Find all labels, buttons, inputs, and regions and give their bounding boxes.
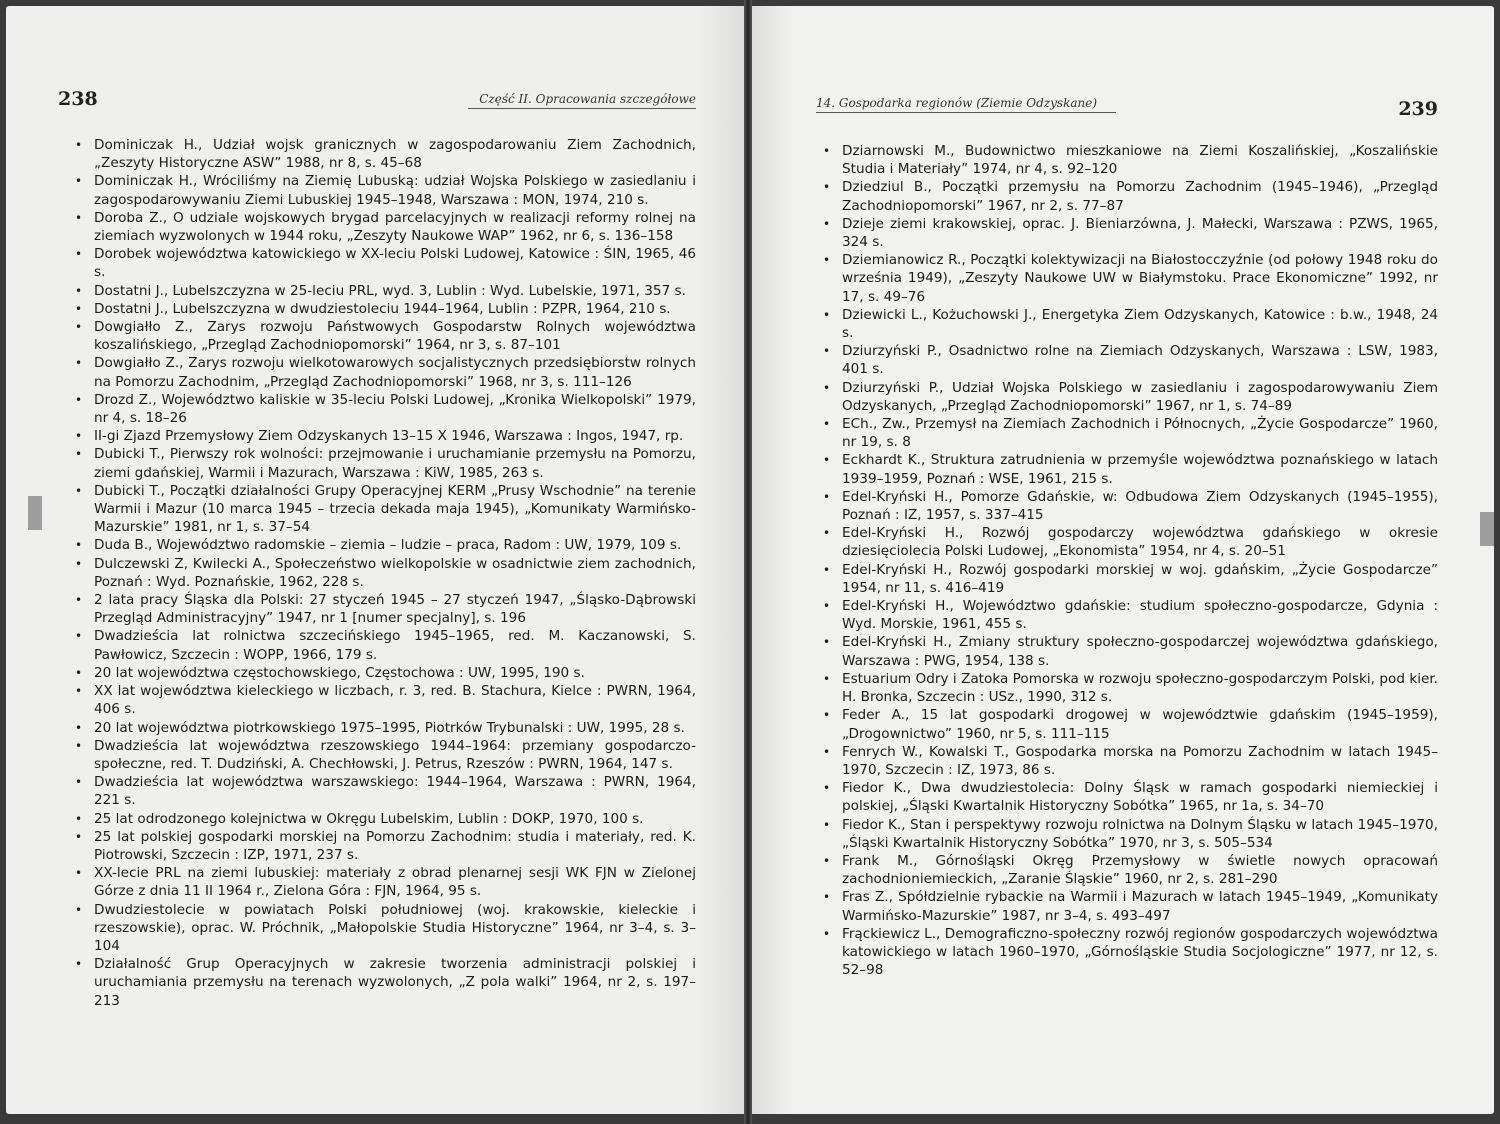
bullet-icon: •: [75, 593, 83, 608]
entry-text: Dwudziestolecie w powiatach Polski południowej (woj. krakowskie, kieleckie i rzeszowskie), oprac. W. Próchnik, „Małopolskie Studia Historyczne” 1964, nr 3–4, s. 3–104: [94, 901, 696, 954]
entry-text: 20 lat województwa częstochowskiego, Częstochowa : UW, 1995, 190 s.: [94, 664, 585, 681]
bibliography-entry: [70, 445, 696, 481]
entry-text: Edel-Kryński H., Zmiany struktury społeczno-gospodarczej województwa gdańskiego, Warszawa : PWG, 1954, 138 s.: [842, 634, 1438, 669]
entry-text: Doroba Z., O udziale wojskowych brygad parcelacyjnych w realizacji reformy rolnej na ziemiach wyzwolonych w 1944 roku, „Zeszyty Naukowe WAP” 1962, nr 6, s. 136–158: [94, 209, 696, 245]
entry-text: Dominiczak H., Udział wojsk granicznych w zagospodarowaniu Ziem Zachodnich, „Zeszyty Historyczne ASW” 1988, nr 8, s. 45–68: [94, 137, 696, 172]
bullet-icon: •: [75, 392, 83, 407]
bibliography-entry: [818, 743, 1438, 779]
bibliography-entry: [818, 597, 1438, 633]
bibliography-entry: [818, 451, 1438, 487]
bibliography-entry: [818, 816, 1438, 852]
bullet-icon: •: [75, 775, 83, 790]
bullet-icon: •: [823, 708, 831, 723]
entry-text: ECh., Zw., Przemysł na Ziemiach Zachodnich i Północnych, „Życie Gospodarcze” 1960, nr 19, s. 8: [842, 416, 1438, 451]
bibliography-entry: [818, 706, 1438, 742]
bullet-icon: •: [823, 526, 831, 541]
entry-text: Dorobek województwa katowickiego w XX-leciu Polski Ludowej, Katowice : ŚIN, 1965, 46 s.: [94, 246, 696, 281]
bullet-icon: •: [75, 684, 83, 699]
bibliography-entry: [818, 415, 1438, 451]
bibliography-entry: [70, 719, 696, 737]
bullet-icon: •: [823, 926, 831, 941]
bullet-icon: •: [75, 210, 83, 225]
entry-text: Dostatni J., Lubelszczyzna w 25-leciu PRL, wyd. 3, Lublin : Wyd. Lubelskie, 1971, 357 s.: [94, 282, 686, 299]
bullet-icon: •: [75, 811, 83, 826]
bibliography-entry: [818, 178, 1438, 214]
bullet-icon: •: [823, 253, 831, 268]
page-edge-marker: [28, 496, 42, 530]
entry-text: Fiedor K., Stan i perspektywy rozwoju rolnictwa na Dolnym Śląsku w latach 1945–1970, „Śląski Kwartalnik Historyczny Sobótka” 1970, nr 3, s. 505–534: [842, 816, 1438, 851]
entry-text: Dubicki T., Początki działalności Grupy Operacyjnej KERM „Prusy Wschodnie” na terenie Warmii i Mazur (10 marca 1945 – trzecia dekada maja 1945), „Komunikaty Warmińsko-Mazurskie” 1981, nr 1, s. 37–54: [94, 482, 696, 536]
bibliography-entry: [70, 172, 696, 208]
bullet-icon: •: [823, 853, 831, 868]
bullet-icon: •: [75, 320, 83, 335]
bibliography-entry: [70, 354, 696, 390]
bullet-icon: •: [75, 301, 83, 316]
bullet-icon: •: [823, 671, 831, 686]
bibliography-list: [818, 142, 1438, 979]
running-head: 14. Gospodarka regionów (Ziemie Odzyskane): [816, 96, 1116, 113]
entry-text: Dowgiałło Z., Zarys rozwoju Państwowych Gospodarstw Rolnych województwa koszalińskiego, „Przegląd Zachodniopomorski” 1964, nr 3, s. 87–101: [94, 319, 696, 354]
entry-text: Dziurzyński P., Osadnictwo rolne na Ziemiach Odzyskanych, Warszawa : LSW, 1983, 401 s.: [842, 343, 1438, 378]
entry-text: Duda B., Województwo radomskie – ziemia – ludzie – praca, Radom : UW, 1979, 109 s.: [94, 537, 682, 554]
bibliography-entry: [818, 251, 1438, 306]
bibliography-entry: [70, 682, 696, 718]
page-number: 239: [1398, 98, 1438, 120]
bibliography-entry: [70, 391, 696, 427]
bibliography-entry: [70, 627, 696, 663]
right-page: [752, 6, 1494, 1114]
gutter-shadow: [752, 6, 792, 1114]
entry-text: Działalność Grup Operacyjnych w zakresie tworzenia administracji polskiej i uruchamiania przemysłu na terenach wyzwolonych, „Z pola walki” 1964, nr 2, s. 197–213: [94, 956, 696, 1009]
entry-text: Dziewicki L., Kożuchowski J., Energetyka Ziem Odzyskanych, Katowice : b.w., 1948, 24 s.: [842, 306, 1438, 342]
entry-text: Dowgiałło Z., Zarys rozwoju wielkotowarowych socjalistycznych przedsiębiorstw rolnych na Pomorzu Zachodnim, „Przegląd Zachodniopomorski” 1968, nr 3, s. 111–126: [94, 355, 696, 390]
entry-text: Edel-Kryński H., Województwo gdańskie: studium społeczno-gospodarcze, Gdynia : Wyd. Morskie, 1961, 455 s.: [842, 598, 1438, 633]
entry-text: XX-lecie PRL na ziemi lubuskiej: materiały z obrad plenarnej sesji WK FJN w Zielonej Górze z dnia 11 II 1964 r., Zielona Góra : FJN, 1964, 95 s.: [94, 865, 696, 900]
bibliography-entry: [818, 488, 1438, 524]
bullet-icon: •: [75, 483, 83, 498]
entry-text: Fenrych W., Kowalski T., Gospodarka morska na Pomorzu Zachodnim w latach 1945–1970, Szczecin : IZ, 1973, 86 s.: [842, 743, 1438, 778]
entry-text: Dwadzieścia lat województwa warszawskiego: 1944–1964, Warszawa : PWRN, 1964, 221 s.: [94, 774, 696, 809]
bibliography-entry: [70, 282, 696, 300]
bibliography-entry: [70, 555, 696, 591]
bullet-icon: •: [75, 629, 83, 644]
bibliography-entry: [70, 300, 696, 318]
entry-text: Dulczewski Z, Kwilecki A., Społeczeństwo wielkopolskie w osadnictwie ziem zachodnich, Poznań : Wyd. Poznańskie, 1962, 228 s.: [94, 555, 696, 590]
bibliography-entry: [818, 852, 1438, 888]
bullet-icon: •: [75, 356, 83, 371]
page-number: 238: [58, 88, 98, 110]
bullet-icon: •: [823, 890, 831, 905]
entry-text: Edel-Kryński H., Rozwój gospodarczy województwa gdańskiego w okresie dziesięciolecia Polski Ludowej, „Ekonomista” 1954, nr 4, s. 20–51: [842, 525, 1438, 560]
entry-text: Feder A., 15 lat gospodarki drogowej w województwie gdańskim (1945–1959), „Drogownictwo” 1960, nr 5, s. 111–115: [842, 707, 1438, 742]
bibliography-entry: [70, 591, 696, 627]
gutter-shadow: [700, 6, 744, 1114]
bullet-icon: •: [75, 447, 83, 462]
bibliography-entry: [818, 888, 1438, 924]
bibliography-entry: [818, 215, 1438, 251]
bibliography-entry: [818, 633, 1438, 669]
entry-text: 20 lat województwa piotrkowskiego 1975–1995, Piotrków Trybunalski : UW, 1995, 28 s.: [94, 719, 685, 736]
bullet-icon: •: [75, 138, 83, 152]
bullet-icon: •: [823, 144, 831, 158]
bibliography-entry: [70, 810, 696, 828]
entry-text: Dziarnowski M., Budownictwo mieszkaniowe na Ziemi Koszalińskiej, „Koszalińskie Studia i Materiały” 1974, nr 4, s. 92–120: [842, 143, 1438, 178]
bullet-icon: •: [75, 247, 83, 262]
entry-text: Dziurzyński P., Udział Wojska Polskiego w zasiedlaniu i zagospodarowywaniu Ziem Odzyskanych, „Przegląd Zachodniopomorski” 1967, nr 1, s. 74–89: [842, 379, 1438, 414]
bibliography-entry: [70, 536, 696, 554]
book-spine: [744, 0, 752, 1124]
bullet-icon: •: [823, 344, 831, 359]
bibliography-entry: [818, 561, 1438, 597]
entry-text: Drozd Z., Województwo kaliskie w 35-leciu Polski Ludowej, „Kronika Wielkopolski” 1979, nr 4, s. 18–26: [94, 391, 696, 427]
entry-text: Eckhardt K., Struktura zatrudnienia w przemyśle województwa poznańskiego w latach 1939–1959, Poznań : WSE, 1961, 215 s.: [842, 452, 1438, 487]
bibliography-entry: [70, 482, 696, 537]
entry-text: Edel-Kryński H., Rozwój gospodarki morskiej w woj. gdańskim, „Życie Gospodarcze” 1954, nr 11, s. 416–419: [842, 561, 1438, 596]
bibliography-entry: [70, 864, 696, 900]
bibliography-entry: [818, 925, 1438, 980]
bullet-icon: •: [823, 417, 831, 432]
entry-text: Dubicki T., Pierwszy rok wolności: przejmowanie i uruchamianie przemysłu na Pomorzu, ziemi gdańskiej, Warmii i Mazurach, Warszawa : KiW, 1985, 263 s.: [94, 446, 696, 481]
entry-text: Dzieje ziemi krakowskiej, oprac. J. Bieniarzówna, J. Małecki, Warszawa : PZWS, 1965, 324 s.: [842, 215, 1438, 251]
left-page: [6, 6, 744, 1114]
bibliography-entry: [70, 427, 696, 445]
bibliography-entry: [818, 670, 1438, 706]
bullet-icon: •: [75, 738, 83, 753]
bullet-icon: •: [75, 720, 83, 735]
bibliography-entry: [70, 773, 696, 809]
bibliography-entry: [818, 306, 1438, 342]
entry-text: 25 lat polskiej gospodarki morskiej na Pomorzu Zachodnim: studia i materiały, red. K. Piotrowski, Szczecin : IZP, 1971, 237 s.: [94, 828, 696, 863]
bullet-icon: •: [823, 307, 831, 322]
bibliography-list: [70, 136, 696, 1010]
bibliography-entry: [818, 779, 1438, 815]
entry-text: Dostatni J., Lubelszczyzna w dwudziestoleciu 1944–1964, Lublin : PZPR, 1964, 210 s.: [94, 300, 671, 317]
bullet-icon: •: [75, 556, 83, 571]
entry-text: II-gi Zjazd Przemysłowy Ziem Odzyskanych 13–15 X 1946, Warszawa : Ingos, 1947, rp.: [94, 428, 684, 445]
bibliography-entry: [70, 737, 696, 773]
bullet-icon: •: [75, 174, 83, 189]
bullet-icon: •: [823, 489, 831, 504]
bibliography-entry: [70, 245, 696, 281]
bibliography-entry: [818, 342, 1438, 378]
bibliography-entry: [70, 209, 696, 245]
entry-text: Frąckiewicz L., Demograficzno-społeczny rozwój regionów gospodarczych województwa katowickiego w latach 1960–1970, „Górnośląskie Studia Socjologiczne” 1977, nr 12, s. 52–98: [842, 925, 1438, 979]
bibliography-entry: [70, 664, 696, 682]
bullet-icon: •: [75, 902, 83, 917]
entry-text: Estuarium Odry i Zatoka Pomorska w rozwoju społeczno-gospodarczym Polski, pod kier. H. Bronka, Szczecin : USz., 1990, 312 s.: [842, 670, 1438, 706]
bibliography-entry: [70, 318, 696, 354]
bullet-icon: •: [823, 453, 831, 468]
bullet-icon: •: [75, 283, 83, 298]
entry-text: 2 lata pracy Śląska dla Polski: 27 styczeń 1945 – 27 styczeń 1947, „Śląsko-Dąbrowski Przegląd Administracyjny” 1947, nr 1 [numer specjalny], s. 196: [94, 592, 696, 627]
entry-text: Dwadzieścia lat województwa rzeszowskiego 1944–1964: przemiany gospodarczo-społeczne, red. T. Dudziński, A. Chechłowski, J. Petrus, Rzeszów : PWRN, 1964, 147 s.: [94, 737, 696, 772]
entry-text: Frank M., Górnośląski Okręg Przemysłowy w świetle nowych opracowań zachodnioniemieckich, „Zaranie Śląskie” 1960, nr 2, s. 281–290: [842, 852, 1438, 888]
bibliography-entry: [818, 142, 1438, 178]
bullet-icon: •: [75, 866, 83, 881]
entry-text: Dziedziul B., Początki przemysłu na Pomorzu Zachodnim (1945–1946), „Przegląd Zachodniopomorski” 1967, nr 2, s. 77–87: [842, 179, 1438, 214]
entry-text: Fras Z., Spółdzielnie rybackie na Warmii i Mazurach w latach 1945–1949, „Komunikaty Warmińsko-Mazurskie” 1987, nr 3–4, s. 493–497: [842, 889, 1438, 924]
bullet-icon: •: [823, 562, 831, 577]
running-head: Część II. Opracowania szczegółowe: [468, 92, 696, 109]
bibliography-entry: [70, 136, 696, 172]
bullet-icon: •: [75, 665, 83, 680]
bibliography-entry: [818, 524, 1438, 560]
entry-text: 25 lat odrodzonego kolejnictwa w Okręgu Lubelskim, Lublin : DOKP, 1970, 100 s.: [94, 810, 644, 827]
entry-text: XX lat województwa kieleckiego w liczbach, r. 3, red. B. Stachura, Kielce : PWRN, 1964, 406 s.: [94, 683, 696, 718]
bullet-icon: •: [823, 599, 831, 614]
bullet-icon: •: [823, 781, 831, 796]
bullet-icon: •: [75, 829, 83, 844]
bibliography-entry: [70, 901, 696, 956]
page-edge-marker: [1480, 512, 1494, 546]
bibliography-entry: [818, 379, 1438, 415]
entry-text: Fiedor K., Dwa dwudziestolecia: Dolny Śląsk w ramach gospodarki niemieckiej i polskiej, „Śląski Kwartalnik Historyczny Sobótka” 1965, nr 1a, s. 34–70: [842, 780, 1438, 815]
bibliography-entry: [70, 828, 696, 864]
bullet-icon: •: [823, 635, 831, 650]
bullet-icon: •: [823, 744, 831, 759]
bullet-icon: •: [75, 429, 83, 444]
bullet-icon: •: [75, 538, 83, 553]
bullet-icon: •: [823, 180, 831, 195]
entry-text: Edel-Kryński H., Pomorze Gdańskie, w: Odbudowa Ziem Odzyskanych (1945–1955), Poznań : IZ, 1957, s. 337–415: [842, 488, 1438, 524]
bibliography-entry: [70, 955, 696, 1010]
bullet-icon: •: [823, 216, 831, 231]
entry-text: Dominiczak H., Wróciliśmy na Ziemię Lubuską: udział Wojska Polskiego w zasiedlaniu i zagospodarowywaniu Ziemi Lubuskiej 1945–1948, Warszawa : MON, 1974, 210 s.: [94, 173, 696, 208]
bullet-icon: •: [75, 957, 83, 972]
entry-text: Dziemianowicz R., Początki kolektywizacji na Białostocczyźnie (od połowy 1948 roku do września 1949), „Zeszyty Naukowe UW w Białymstoku. Prace Ekonomiczne” 1992, nr 17, s. 49–76: [842, 252, 1438, 305]
entry-text: Dwadzieścia lat rolnictwa szczecińskiego 1945–1965, red. M. Kaczanowski, S. Pawłowicz, Szczecin : WOPP, 1966, 179 s.: [94, 628, 696, 663]
bullet-icon: •: [823, 380, 831, 395]
bullet-icon: •: [823, 817, 831, 832]
